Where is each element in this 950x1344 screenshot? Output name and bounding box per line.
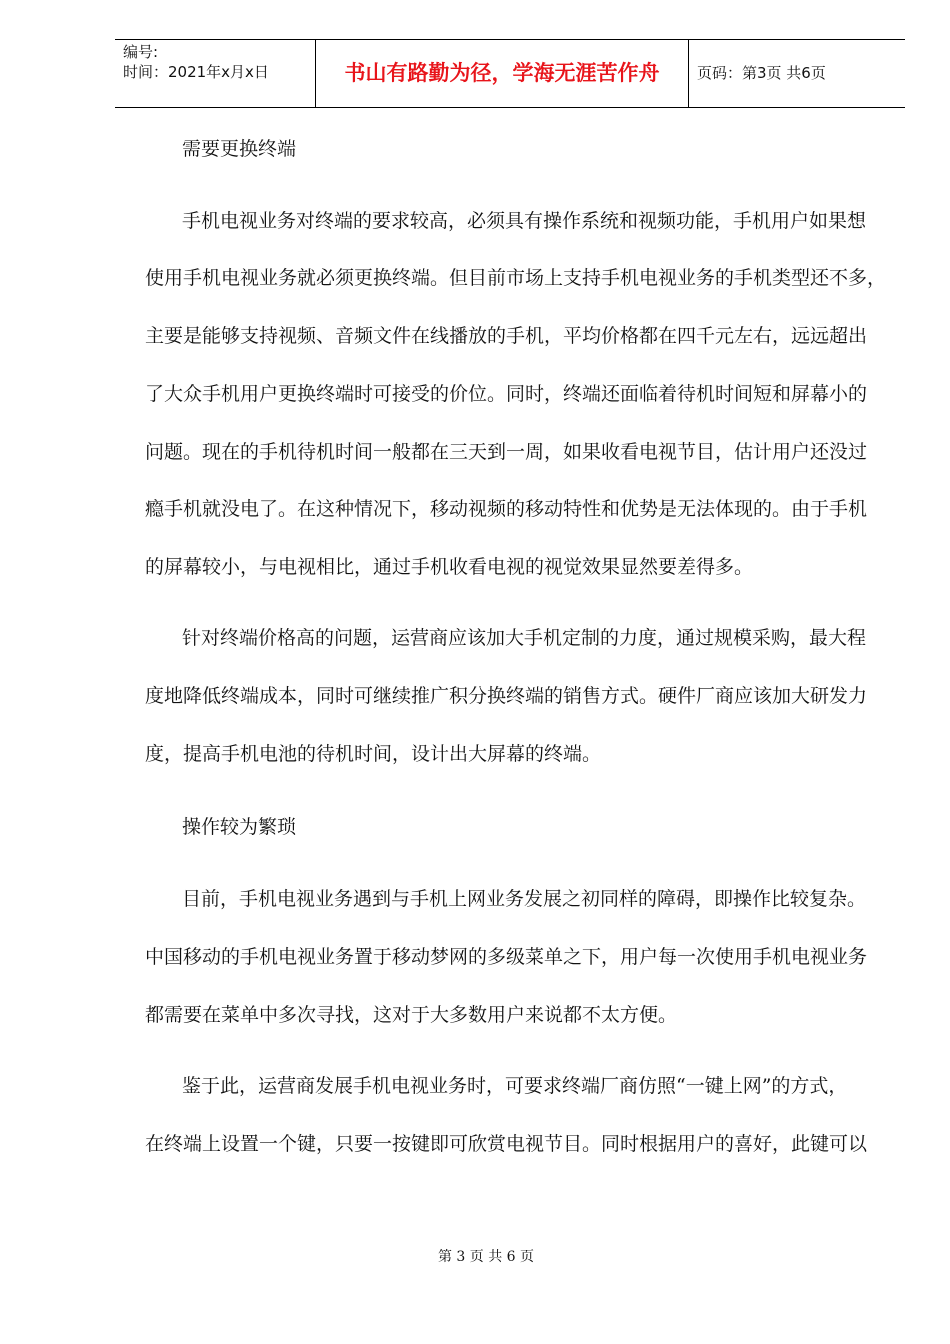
paragraph-line: 主要是能够支持视频、音频文件在线播放的手机，平均价格都在四千元左右，远远超出: [145, 325, 868, 347]
paragraph-line: 针对终端价格高的问题，运营商应该加大手机定制的力度，通过规模采购，最大程: [182, 627, 867, 649]
header-motto: 书山有路勤为径，学海无涯苦作舟: [316, 40, 689, 107]
header-meta-cell: [115, 40, 316, 107]
paragraph-line: 鉴于此，运营商发展手机电视业务时，可要求终端厂商仿照“一键上网”的方式，: [182, 1075, 848, 1097]
paragraph-line: 目前，手机电视业务遇到与手机上网业务发展之初同样的障碍，即操作比较复杂。: [182, 888, 867, 910]
document-number-label: 编号:: [123, 43, 159, 61]
header-table: [115, 39, 905, 108]
paragraph-line: 都需要在菜单中多次寻找，这对于大多数用户来说都不太方便。: [145, 1004, 678, 1026]
paragraph-line: 度，提高手机电池的待机时间，设计出大屏幕的终端。: [145, 743, 602, 765]
paragraph-line: 了大众手机用户更换终端时可接受的价位。同时，终端还面临着待机时间短和屏幕小的: [145, 383, 868, 405]
paragraph-line: 手机电视业务对终端的要求较高，必须具有操作系统和视频功能，手机用户如果想: [182, 210, 867, 232]
header-page-info: 页码：第3页 共6页: [697, 64, 826, 82]
paragraph-line: 问题。现在的手机待机时间一般都在三天到一周，如果收看电视节目，估计用户还没过: [145, 441, 868, 463]
paragraph-line: 度地降低终端成本，同时可继续推广积分换终端的销售方式。硬件厂商应该加大研发力: [145, 685, 868, 707]
paragraph-line: 在终端上设置一个键，只要一按键即可欣赏电视节目。同时根据用户的喜好，此键可以: [145, 1133, 868, 1155]
section-heading: 需要更换终端: [182, 138, 297, 160]
paragraph-line: 的屏幕较小，与电视相比，通过手机收看电视的视觉效果显然要差得多。: [145, 556, 754, 578]
paragraph-line: 瘾手机就没电了。在这种情况下，移动视频的移动特性和优势是无法体现的。由于手机: [145, 498, 868, 520]
section-heading: 操作较为繁琐: [182, 816, 297, 838]
paragraph-line: 使用手机电视业务就必须更换终端。但目前市场上支持手机电视业务的手机类型还不多，: [145, 267, 887, 289]
page-footer: 第 3 页 共 6 页: [437, 1249, 535, 1265]
document-date-label: 时间：2021年x月x日: [123, 63, 269, 81]
paragraph-line: 中国移动的手机电视业务置于移动梦网的多级菜单之下，用户每一次使用手机电视业务: [145, 946, 868, 968]
